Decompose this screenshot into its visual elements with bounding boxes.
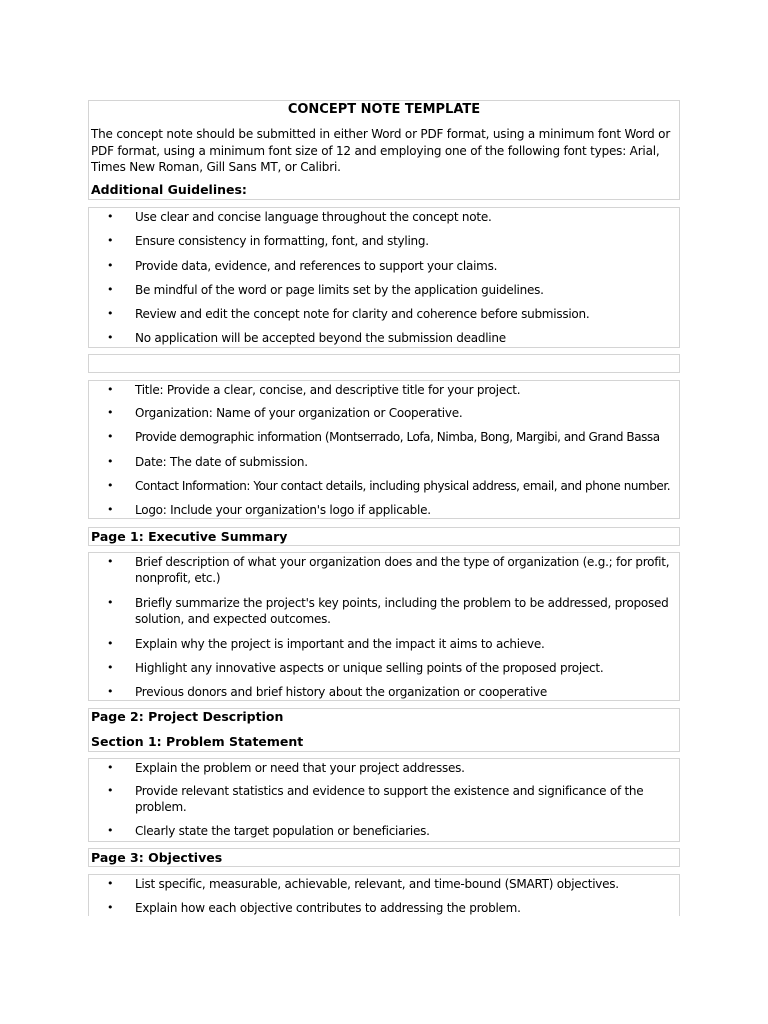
bullet-icon: • <box>107 503 114 516</box>
bullet-icon: • <box>107 661 114 674</box>
bullet-icon: • <box>107 685 114 698</box>
bullet-icon: • <box>107 555 114 568</box>
bullet-icon: • <box>107 479 114 492</box>
bullet-icon: • <box>107 784 114 797</box>
bullet-icon: • <box>107 283 114 296</box>
page1-heading-box <box>88 527 680 546</box>
bullet-icon: • <box>107 234 114 247</box>
bullet-icon: • <box>107 596 114 609</box>
page1-heading: Page 1: Executive Summary <box>91 529 288 544</box>
page3-heading-box <box>88 848 680 867</box>
bullet-icon: • <box>107 455 114 468</box>
objectives-box: • List specific, measurable, achievable, relevant, and time-bound (SMART) objectives. • Explain how each objective contributes to addressing the problem. <box>88 874 680 916</box>
additional-guidelines-heading: Additional Guidelines: <box>91 182 247 197</box>
bullet-icon: • <box>107 383 114 396</box>
bullet-icon: • <box>107 307 114 320</box>
section1-heading: Section 1: Problem Statement <box>91 734 304 749</box>
page2-heading: Page 2: Project Description <box>91 709 284 724</box>
page-title: CONCEPT NOTE TEMPLATE <box>287 102 481 117</box>
page3-heading: Page 3: Objectives <box>91 850 223 865</box>
bullet-icon: • <box>107 877 114 890</box>
bullet-icon: • <box>107 259 114 272</box>
intro-paragraph: The concept note should be submitted in either Word or PDF format, using a minimum font Word or PDF format, using a minimum font size of 12 and employing one of the following font types: Arial, Times New Roman, Gill Sans MT, or Calibri. <box>91 127 671 174</box>
bullet-icon: • <box>107 901 114 914</box>
bullet-icon: • <box>107 824 114 837</box>
bullet-icon: • <box>107 637 114 650</box>
intro-box <box>88 100 680 200</box>
guidelines-box: • Use clear and concise language throughout the concept note. • Ensure consistency in formatting, font, and styling. • Provide data, evidence, and references to support your claims. • Be mindful of the word or page limits set by the application guidelines. • Review and edit the concept note for clarity and coherence before submission. • No application will be accepted beyond the submission deadline <box>88 207 680 348</box>
summary-box: • Brief description of what your organization does and the type of organization (e.g.; for profit, nonprofit, etc.) • Briefly summarize the project's key points, including the problem to be addressed, proposed solution, and expected outcomes. • Explain why the project is important and the impact it aims to achieve. • Highlight any innovative aspects or unique selling points of the proposed project. • Previous donors and brief history about the organization or cooperative <box>88 552 680 701</box>
bullet-icon: • <box>107 761 114 774</box>
bullet-icon: • <box>107 331 114 344</box>
cover-items-box: • Title: Provide a clear, concise, and descriptive title for your project. • Organization: Name of your organization or Cooperative. • Provide demographic information (Montserrado, Lofa, Nimba, Bong, Margibi, and Grand Bassa • Date: The date of submission. • Contact Information: Your contact details, including physical address, email, and phone number. • Logo: Include your organization's logo if applicable. <box>88 380 680 519</box>
problem-box: • Explain the problem or need that your project addresses. • Provide relevant statistics and evidence to support the existence and significance of the problem. • Clearly state the target population or beneficiaries. <box>88 758 680 842</box>
bullet-icon: • <box>107 430 114 443</box>
page2-heading-box <box>88 708 680 752</box>
empty-row <box>88 354 680 373</box>
bullet-icon: • <box>107 406 114 419</box>
bullet-icon: • <box>107 210 114 223</box>
